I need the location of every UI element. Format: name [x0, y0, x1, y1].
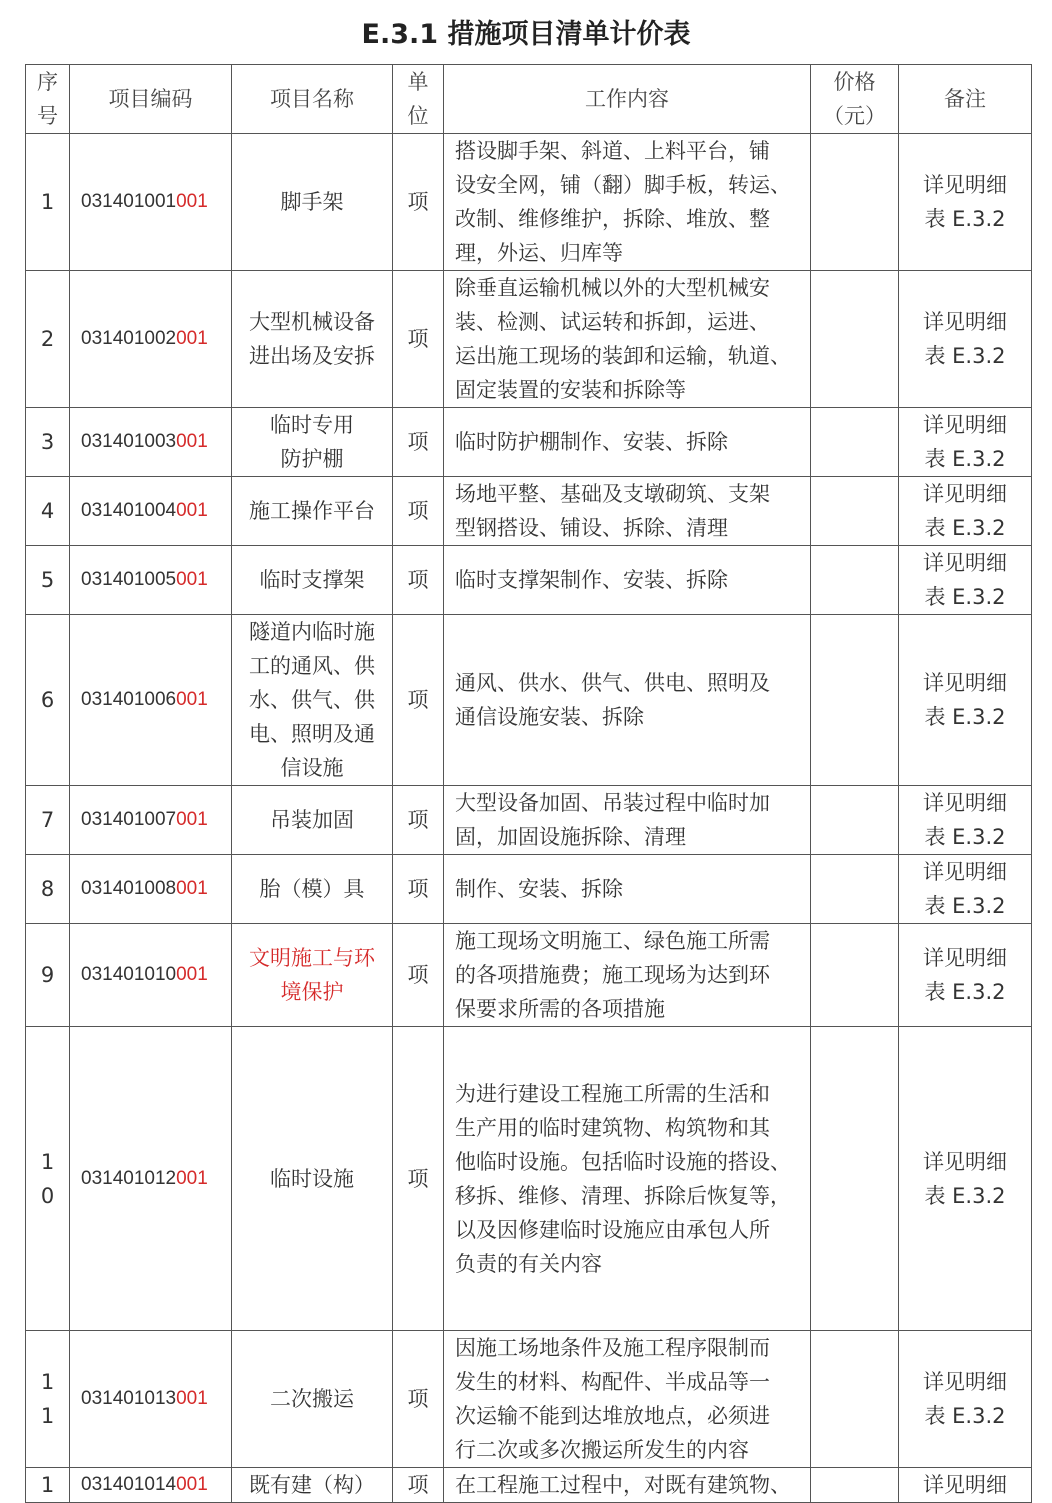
cell-remark: 详见明细 表 E.3.2: [899, 1027, 1032, 1331]
table-row: [26, 1331, 1032, 1468]
table-row: [26, 615, 1032, 786]
cell-code: [70, 1468, 232, 1503]
code-suffix: 001: [176, 1474, 208, 1495]
cell-work: 场地平整、基础及支墩砌筑、支架 型钢搭设、铺设、拆除、清理: [444, 477, 811, 546]
cell-code: [70, 271, 232, 408]
cell-work: 在工程施工过程中，对既有建筑物、: [444, 1468, 811, 1503]
cell-remark: 详见明细 表 E.3.2: [899, 408, 1032, 477]
cell-unit: 项: [393, 786, 444, 855]
cell-name: 临时设施: [232, 1027, 393, 1331]
cell-name: 二次搬运: [232, 1331, 393, 1468]
cell-remark: 详见明细 表 E.3.2: [899, 1331, 1032, 1468]
cell-name: 吊装加固: [232, 786, 393, 855]
cell-seq: 4: [26, 477, 70, 546]
cell-remark: 详见明细: [899, 1468, 1032, 1503]
cell-price: [811, 477, 899, 546]
cell-price: [811, 408, 899, 477]
cell-work: 除垂直运输机械以外的大型机械安 装、检测、试运转和拆卸，运进、 运出施工现场的装卸和运输，轨道、 固定装置的安装和拆除等: [444, 271, 811, 408]
code-prefix: 031401002: [81, 328, 177, 349]
cell-remark: 详见明细 表 E.3.2: [899, 924, 1032, 1027]
header-seq: 序 号: [26, 65, 70, 134]
measures-pricing-table: [25, 64, 1032, 1503]
cell-unit: 项: [393, 271, 444, 408]
cell-code: [70, 134, 232, 271]
cell-work: 为进行建设工程施工所需的生活和 生产用的临时建筑物、构筑物和其 他临时设施。包括临时设施的搭设、 移拆、维修、清理、拆除后恢复等， 以及因修建临时设施应由承包人所 负责的有关内容: [444, 1027, 811, 1331]
cell-work: 搭设脚手架、斜道、上料平台，铺 设安全网，铺（翻）脚手板，转运、 改制、维修维护，拆除、堆放、整 理，外运、归库等: [444, 134, 811, 271]
cell-price: [811, 1027, 899, 1331]
code-prefix: 031401007: [81, 809, 177, 830]
cell-code: [70, 546, 232, 615]
cell-work: 制作、安装、拆除: [444, 855, 811, 924]
code-prefix: 031401014: [81, 1474, 177, 1495]
cell-name: 胎（模）具: [232, 855, 393, 924]
code-suffix: 001: [176, 878, 208, 899]
code-prefix: 031401010: [81, 964, 177, 985]
cell-name: 大型机械设备 进出场及安拆: [232, 271, 393, 408]
cell-code: [70, 1331, 232, 1468]
header-remark: 备注: [899, 65, 1032, 134]
code-suffix: 001: [176, 1388, 208, 1409]
cell-work: 大型设备加固、吊装过程中临时加 固，加固设施拆除、清理: [444, 786, 811, 855]
code-suffix: 001: [176, 689, 208, 710]
code-prefix: 031401013: [81, 1388, 177, 1409]
table-row: [26, 924, 1032, 1027]
code-prefix: 031401004: [81, 500, 177, 521]
header-code: 项目编码: [70, 65, 232, 134]
cell-name: 脚手架: [232, 134, 393, 271]
code-prefix: 031401005: [81, 569, 177, 590]
cell-price: [811, 271, 899, 408]
cell-name: 隧道内临时施 工的通风、供 水、供气、供 电、照明及通 信设施: [232, 615, 393, 786]
cell-seq: 9: [26, 924, 70, 1027]
cell-price: [811, 546, 899, 615]
cell-remark: 详见明细 表 E.3.2: [899, 134, 1032, 271]
cell-seq: 2: [26, 271, 70, 408]
table-row: [26, 477, 1032, 546]
cell-seq: 1: [26, 134, 70, 271]
cell-unit: 项: [393, 408, 444, 477]
cell-unit: 项: [393, 1331, 444, 1468]
cell-name: 既有建（构）: [232, 1468, 393, 1503]
code-prefix: 031401012: [81, 1167, 177, 1189]
cell-remark: 详见明细 表 E.3.2: [899, 615, 1032, 786]
code-suffix: 001: [176, 500, 208, 521]
cell-unit: 项: [393, 615, 444, 786]
cell-work: 因施工场地条件及施工程序限制而 发生的材料、构配件、半成品等一 次运输不能到达堆放地点，必须进 行二次或多次搬运所发生的内容: [444, 1331, 811, 1468]
cell-code: [70, 786, 232, 855]
cell-name: 文明施工与环 境保护: [232, 924, 393, 1027]
cell-work: 临时防护棚制作、安装、拆除: [444, 408, 811, 477]
cell-price: [811, 786, 899, 855]
cell-seq: 7: [26, 786, 70, 855]
cell-name: 临时支撑架: [232, 546, 393, 615]
cell-code: [70, 408, 232, 477]
table-row: [26, 546, 1032, 615]
cell-unit: 项: [393, 855, 444, 924]
header-unit: 单 位: [393, 65, 444, 134]
code-prefix: 031401006: [81, 689, 177, 710]
table-row: [26, 855, 1032, 924]
cell-remark: 详见明细 表 E.3.2: [899, 855, 1032, 924]
cell-code: [70, 1027, 232, 1331]
code-suffix: 001: [176, 431, 208, 452]
cell-seq: 5: [26, 546, 70, 615]
page-title: E.3.1 措施项目清单计价表: [361, 19, 691, 50]
cell-code: [70, 477, 232, 546]
cell-unit: 项: [393, 1027, 444, 1331]
cell-code: [70, 924, 232, 1027]
header-price: 价格 （元）: [811, 65, 899, 134]
cell-price: [811, 134, 899, 271]
cell-remark: 详见明细 表 E.3.2: [899, 786, 1032, 855]
table-row: [26, 408, 1032, 477]
cell-name: 临时专用 防护棚: [232, 408, 393, 477]
table-row: [26, 271, 1032, 408]
table-row: [26, 786, 1032, 855]
code-suffix: 001: [176, 964, 208, 985]
cell-unit: 项: [393, 1468, 444, 1503]
cell-work: 临时支撑架制作、安装、拆除: [444, 546, 811, 615]
code-prefix: 031401001: [81, 191, 177, 212]
cell-name: 施工操作平台: [232, 477, 393, 546]
header-name: 项目名称: [232, 65, 393, 134]
code-suffix: 001: [176, 809, 208, 830]
cell-seq: 1 1: [26, 1331, 70, 1468]
cell-code: [70, 855, 232, 924]
header-work: 工作内容: [444, 65, 811, 134]
code-prefix: 031401003: [81, 431, 177, 452]
cell-remark: 详见明细 表 E.3.2: [899, 271, 1032, 408]
cell-seq: 1: [26, 1468, 70, 1503]
cell-price: [811, 855, 899, 924]
cell-seq: 3: [26, 408, 70, 477]
cell-work: 施工现场文明施工、绿色施工所需 的各项措施费；施工现场为达到环 保要求所需的各项措施: [444, 924, 811, 1027]
code-suffix: 001: [176, 569, 208, 590]
cell-price: [811, 1468, 899, 1503]
cell-unit: 项: [393, 134, 444, 271]
cell-seq: 8: [26, 855, 70, 924]
cell-remark: 详见明细 表 E.3.2: [899, 477, 1032, 546]
cell-code: [70, 615, 232, 786]
cell-seq: 6: [26, 615, 70, 786]
code-suffix: 001: [176, 328, 208, 349]
code-prefix: 031401008: [81, 878, 177, 899]
cell-unit: 项: [393, 477, 444, 546]
cell-price: [811, 1331, 899, 1468]
cell-unit: 项: [393, 924, 444, 1027]
cell-price: [811, 924, 899, 1027]
cell-seq: 1 0: [26, 1027, 70, 1331]
table-row: [26, 1027, 1032, 1331]
cell-remark: 详见明细 表 E.3.2: [899, 546, 1032, 615]
cell-unit: 项: [393, 546, 444, 615]
cell-work: 通风、供水、供气、供电、照明及 通信设施安装、拆除: [444, 615, 811, 786]
table-row: [26, 1468, 1032, 1503]
code-suffix: 001: [176, 1167, 208, 1189]
cell-price: [811, 615, 899, 786]
table-row: [26, 134, 1032, 271]
code-suffix: 001: [176, 191, 208, 212]
